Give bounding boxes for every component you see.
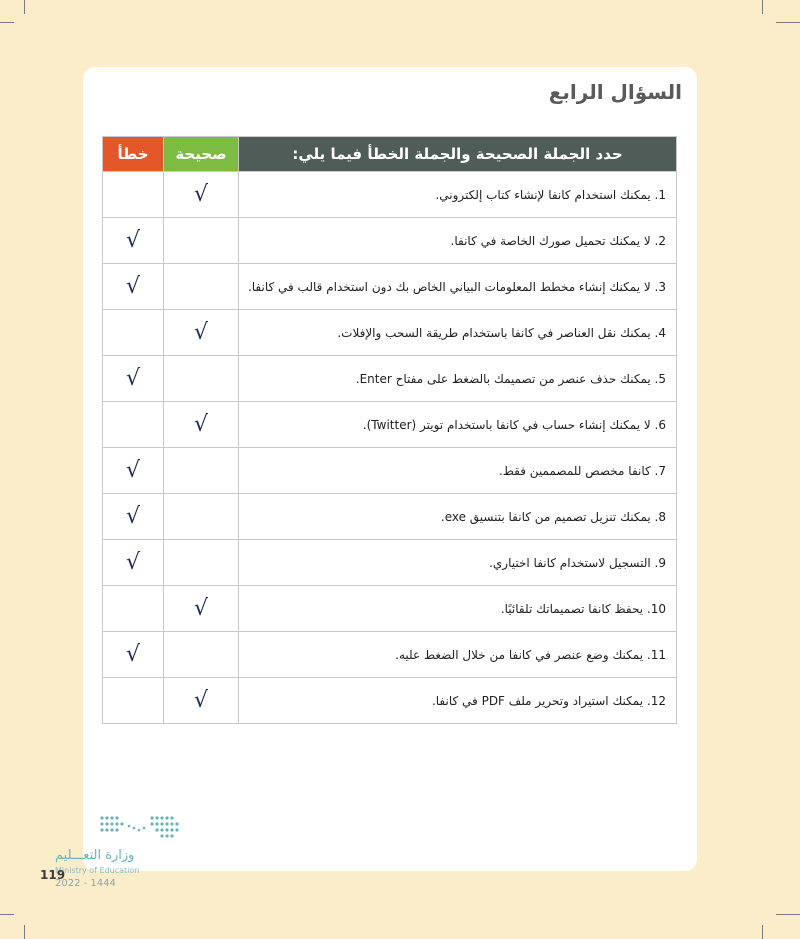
ministry-logo: [96, 812, 188, 842]
check-mark-icon: √: [125, 274, 141, 299]
true-cell: [164, 172, 239, 218]
false-cell: [103, 264, 164, 310]
true-cell: [164, 678, 239, 724]
statement-cell: 4. يمكنك نقل العناصر في كانفا باستخدام طريقة السحب والإفلات.: [239, 310, 677, 356]
statement-cell: 7. كانفا مخصص للمصممين فقط.: [239, 448, 677, 494]
table-row: [103, 264, 677, 310]
check-mark-icon: √: [193, 688, 209, 713]
table-row: [103, 540, 677, 586]
false-cell: [103, 494, 164, 540]
table-row: [103, 172, 677, 218]
crop-mark: [762, 925, 763, 939]
crop-mark: [0, 914, 14, 915]
question-title: السؤال الرابع: [548, 80, 682, 104]
crop-mark: [0, 22, 14, 23]
false-cell: [103, 540, 164, 586]
false-cell: [103, 678, 164, 724]
true-cell: [164, 402, 239, 448]
crop-mark: [24, 0, 25, 14]
true-cell: [164, 494, 239, 540]
true-false-table: [102, 136, 677, 724]
crop-mark: [776, 914, 800, 915]
table-row: [103, 218, 677, 264]
check-mark-icon: √: [125, 458, 141, 483]
statement-cell: 6. لا يمكنك إنشاء حساب في كانفا باستخدام تويتر (Twitter).: [239, 402, 677, 448]
header-statement: حدد الجملة الصحيحة والجملة الخطأ فيما يلي:: [239, 137, 677, 172]
false-cell: [103, 586, 164, 632]
true-cell: [164, 632, 239, 678]
crop-mark: [776, 22, 800, 23]
false-cell: [103, 402, 164, 448]
true-cell: [164, 540, 239, 586]
check-mark-icon: √: [193, 412, 209, 437]
true-cell: [164, 264, 239, 310]
statement-cell: 2. لا يمكنك تحميل صورك الخاصة في كانفا.: [239, 218, 677, 264]
statement-cell: 11. يمكنك وضع عنصر في كانفا من خلال الضغط عليه.: [239, 632, 677, 678]
edition-year: 2022 - 1444: [55, 878, 116, 889]
table-row: [103, 402, 677, 448]
page-number: 119: [40, 868, 66, 882]
table-row: [103, 494, 677, 540]
statement-cell: 9. التسجيل لاستخدام كانفا اختياري.: [239, 540, 677, 586]
true-cell: [164, 448, 239, 494]
header-true: صحيحة: [164, 137, 239, 172]
check-mark-icon: √: [193, 182, 209, 207]
false-cell: [103, 172, 164, 218]
table-row: [103, 356, 677, 402]
false-cell: [103, 356, 164, 402]
ministry-name-arabic: وزارة التعـــليم: [55, 848, 135, 863]
table-row: [103, 310, 677, 356]
check-mark-icon: √: [125, 228, 141, 253]
crop-mark: [24, 925, 25, 939]
statement-cell: 3. لا يمكنك إنشاء مخطط المعلومات البياني الخاص بك دون استخدام قالب في كانفا.: [239, 264, 677, 310]
statement-cell: 1. يمكنك استخدام كانفا لإنشاء كتاب إلكتروني.: [239, 172, 677, 218]
table-row: [103, 586, 677, 632]
statement-cell: 12. يمكنك استيراد وتحرير ملف PDF في كانفا.: [239, 678, 677, 724]
false-cell: [103, 310, 164, 356]
false-cell: [103, 448, 164, 494]
check-mark-icon: √: [125, 366, 141, 391]
true-cell: [164, 356, 239, 402]
statement-cell: 8. يمكنك تنزيل تصميم من كانفا بتنسيق exe.: [239, 494, 677, 540]
ministry-name-english: Ministry of Education: [55, 866, 140, 875]
table-row: [103, 448, 677, 494]
table-row: [103, 632, 677, 678]
check-mark-icon: √: [125, 642, 141, 667]
table-header-row: [103, 137, 677, 172]
header-false: خطأ: [103, 137, 164, 172]
false-cell: [103, 632, 164, 678]
check-mark-icon: √: [193, 596, 209, 621]
statement-cell: 5. يمكنك حذف عنصر من تصميمك بالضغط على مفتاح Enter.: [239, 356, 677, 402]
true-cell: [164, 218, 239, 264]
false-cell: [103, 218, 164, 264]
table-row: [103, 678, 677, 724]
check-mark-icon: √: [125, 504, 141, 529]
statement-cell: 10. يحفظ كانفا تصميماتك تلقائيًا.: [239, 586, 677, 632]
true-cell: [164, 310, 239, 356]
check-mark-icon: √: [125, 550, 141, 575]
crop-mark: [762, 0, 763, 14]
check-mark-icon: √: [193, 320, 209, 345]
true-cell: [164, 586, 239, 632]
